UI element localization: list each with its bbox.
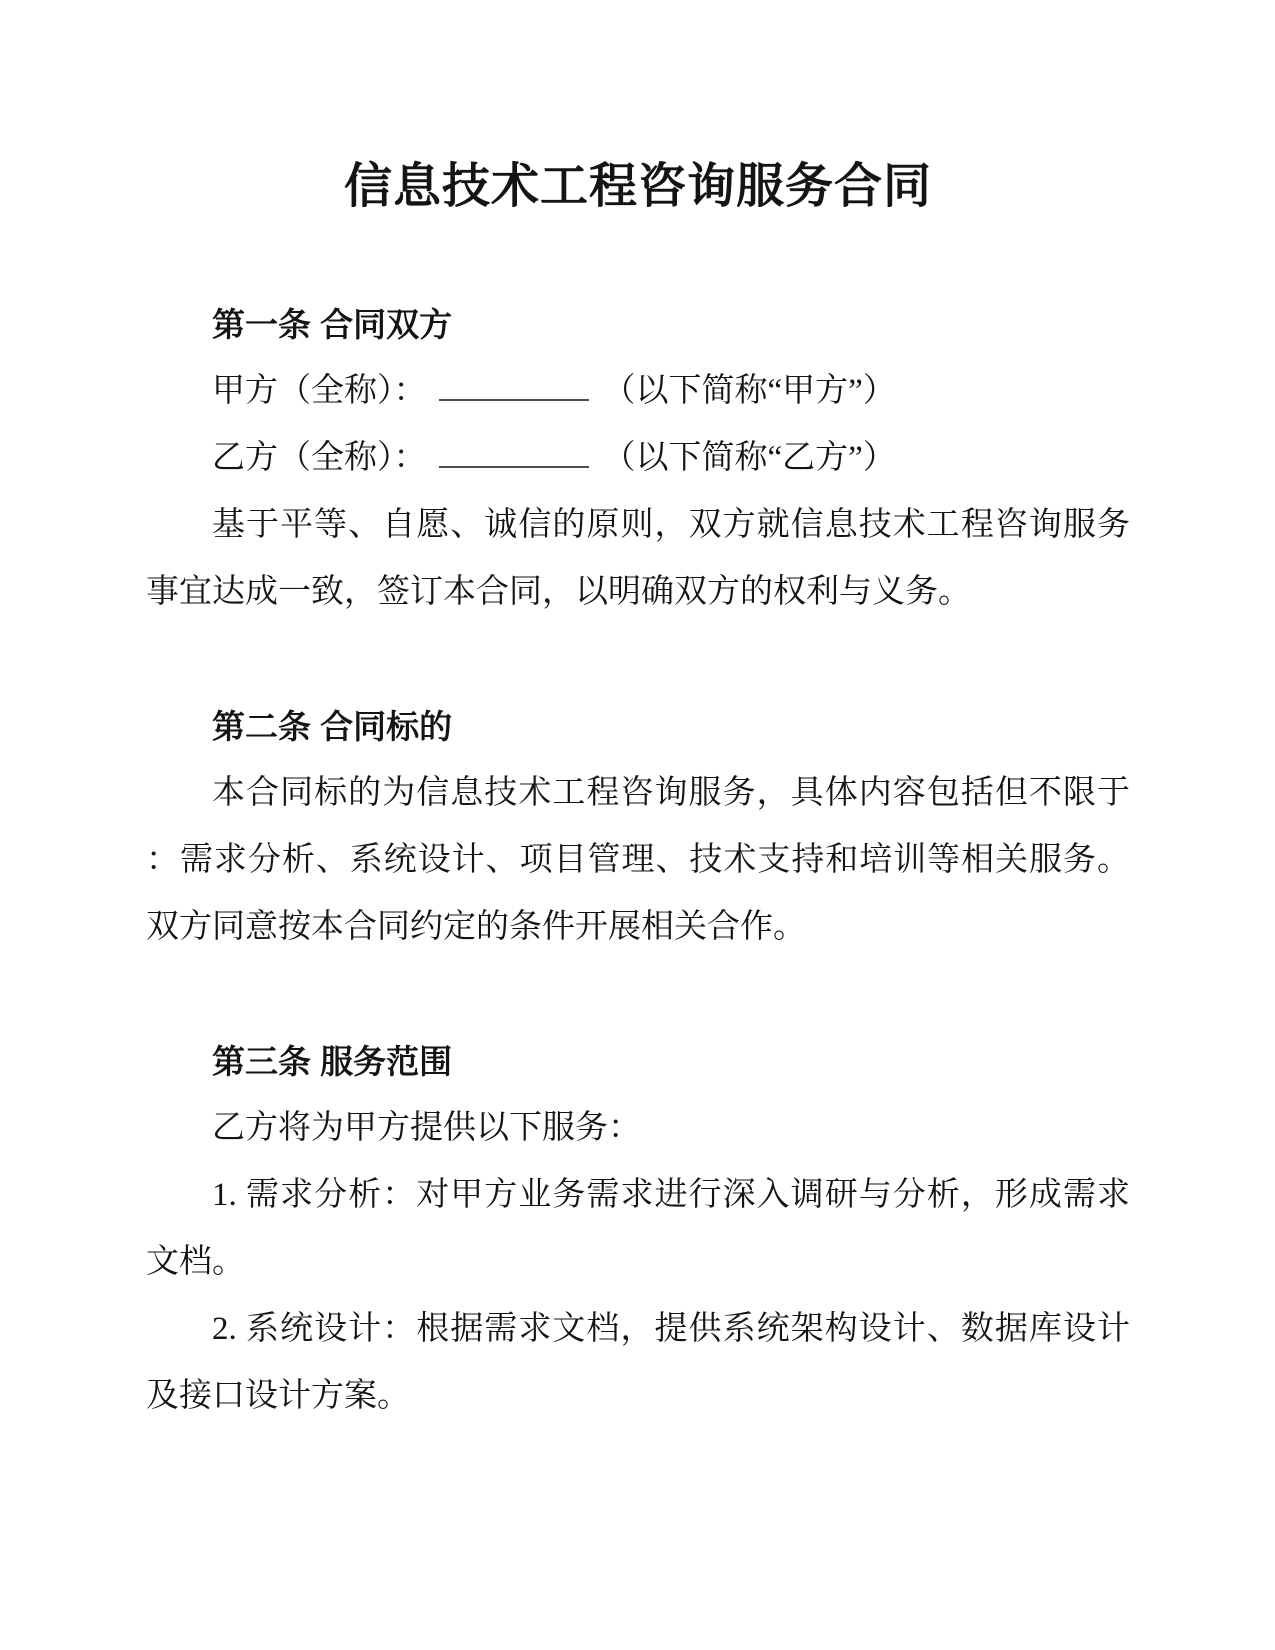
section-3-heading: 第三条 服务范围 (212, 1043, 453, 1080)
contract-line: 双方同意按本合同约定的条件开展相关合作。 (146, 909, 806, 945)
party-a-blank-line (439, 398, 589, 401)
party-a-label: 甲方（全称）： (212, 373, 427, 409)
party-b-blank-line (439, 465, 589, 468)
section-contract-subject (146, 693, 1130, 961)
section-2-heading: 第二条 合同标的 (212, 708, 453, 745)
section-service-scope (146, 1028, 1130, 1430)
contract-line: 2. 系统设计：根据需求文档，提供系统架构设计、数据库设计 (212, 1311, 1130, 1347)
party-a-line (146, 358, 1130, 425)
contract-line: 1. 需求分析：对甲方业务需求进行深入调研与分析，形成需求 (212, 1177, 1130, 1213)
contract-line: 及接口设计方案。 (146, 1378, 410, 1414)
contract-line: 文档。 (146, 1244, 245, 1280)
contract-line: 基于平等、自愿、诚信的原则，双方就信息技术工程咨询服务 (212, 507, 1130, 543)
section-contract-parties (146, 291, 1130, 626)
contract-line: 本合同标的为信息技术工程咨询服务，具体内容包括但不限于 (212, 775, 1130, 811)
contract-line: ：需求分析、系统设计、项目管理、技术支持和培训等相关服务。 (146, 842, 1130, 878)
party-b-note: （以下简称“乙方”） (602, 440, 896, 476)
contract-line: 乙方将为甲方提供以下服务： (212, 1110, 641, 1146)
document-title: 信息技术工程咨询服务合同 (343, 160, 932, 213)
party-b-line (146, 425, 1130, 492)
party-b-label: 乙方（全称）： (212, 440, 427, 476)
section-1-heading: 第一条 合同双方 (212, 306, 453, 343)
contract-line: 事宜达成一致，签订本合同，以明确双方的权利与义务。 (146, 574, 971, 610)
party-a-note: （以下简称“甲方”） (602, 373, 896, 409)
